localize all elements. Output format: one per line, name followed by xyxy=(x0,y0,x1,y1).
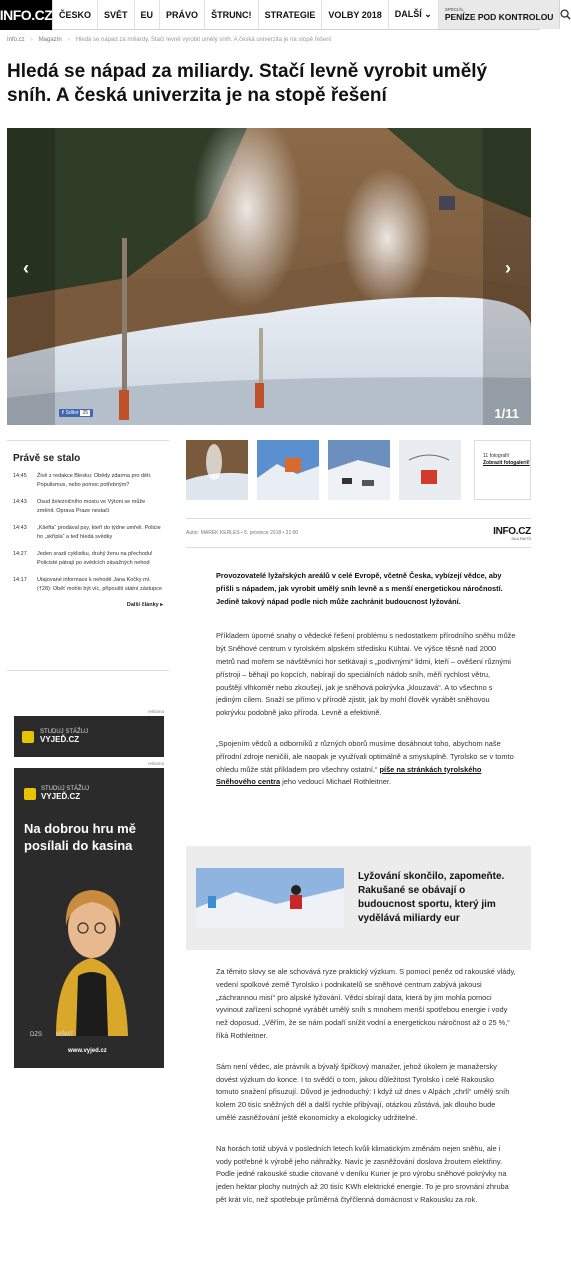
photo-gallery[interactable] xyxy=(7,128,531,425)
latest-news-title: Právě se stalo xyxy=(13,453,81,464)
ad-banner-large[interactable] xyxy=(14,768,164,1068)
ad-banner-small[interactable] xyxy=(14,716,164,757)
article-lead: Provozovatelé lyžařských areálů v celé Evropě, včetně Česka, vybízejí vědce, aby přišli s nápadem, jak vyrobit umělý sníh levně a s menší energetickou náročností. Jedině takový nápad podle nich může zachránit budoucnost lyžování. xyxy=(216,571,503,606)
gallery-main-photo xyxy=(7,128,531,425)
gallery-counter: 1/11 xyxy=(494,406,519,421)
nav-item-pravo[interactable]: PRÁVO xyxy=(160,0,205,29)
facebook-share-button[interactable] xyxy=(59,409,93,417)
ad-sponsor-dzs: DZS xyxy=(30,1032,42,1038)
latest-news-box xyxy=(7,440,169,608)
list-item[interactable] xyxy=(7,472,169,489)
news-time: 14:17 xyxy=(13,577,27,583)
ad-brand xyxy=(24,786,89,801)
source-logo xyxy=(493,526,531,541)
facebook-icon: f xyxy=(62,410,64,416)
news-time: 14:27 xyxy=(13,551,27,557)
site-logo[interactable]: INFO.CZ xyxy=(0,0,52,30)
ad-brand-line1: STUDUJ STÁŽUJ xyxy=(40,729,88,735)
article-paragraph xyxy=(216,738,516,789)
gallery-open-link[interactable]: Zobrazit fotogalerii! xyxy=(483,460,530,466)
news-headline[interactable]: „Kšefta“ prodával psy, kteří do týdne umřeli. Policie ho „skřípla“ a teď hledá svědky xyxy=(37,525,161,540)
article-quote: „Spojením vědců a odborníků z různých oborů musíme dosáhnout toho, abychom naše přírodní zdroje neničili, ale naopak je využívali optimálně a smysluplně. Tyrolsko se v tomto ohledu může stát příkladem pro všechny ostatní,“ xyxy=(216,738,514,774)
ad-brand-line2: VYJEĎ.CZ xyxy=(40,735,80,744)
news-headline[interactable]: Utajované informace k nehodě Jana Kočky ml. (†28): Oběť mohlo být víc, připouští státní zástupce xyxy=(37,577,162,592)
article-paragraph: Sám není vědec, ale právník a bývalý špičkový manažer, jehož úkolem je manažersky dovést výzkum do konce. I to svědčí o tom, jakou důležitost Tyrolsko i celé Rakousko tomuto snažení přisuzují. Důvod je jednoduchý: I když už dnes v Alpách „chrlí“ umělý sníh kolem 20 tisíc sněžných děl a další rychle přibývají, otázkou zůstává, jak dlouho bude umělé zasněžování ještě ekonomicky a ekologicky udržitelné. xyxy=(216,1061,510,1122)
ad-person-image xyxy=(36,876,146,1036)
nav-item-strunc[interactable]: ŠTRUNC! xyxy=(205,0,259,29)
ad-headline: Na dobrou hru mě posílali do kasina xyxy=(24,821,136,853)
ad-brand-line1: STUDUJ STÁŽUJ xyxy=(41,786,89,792)
breadcrumb-current: Hledá se nápad za miliardy. Stačí levně vyrobit umělý sníh. A česká univerzita je na stopě řešení xyxy=(75,37,332,43)
news-headline[interactable]: Osud železničního mostu ve Výtoni se může změnit. Oprava Praze nestačí xyxy=(37,499,146,514)
nav-special-small: SPECIÁL xyxy=(444,6,464,12)
source-logo-sub: SILA FAKTŮ xyxy=(511,536,531,541)
ad-sponsors xyxy=(30,1032,74,1038)
search-icon xyxy=(560,9,571,20)
article-author: Autor: MAREK KERLES • 5. prosince 2018 • 21:00 xyxy=(186,530,299,536)
gallery-thumbnails xyxy=(186,440,461,500)
nav-item-dalsi[interactable]: DALŠÍ ⌄ xyxy=(389,0,439,29)
article-paragraph: Na horách totiž ubývá v posledních letech kvůli klimatickým změnám nejen sněhu, ale i vody potřebné k výrobě jeho náhražky. Navíc je zasněžování doslova žroutem elektřiny. Podle jedné rakouské studie citované v deníku Kurier je pro výrobu sněhové pokrývky na jeden hektar plochy nutných až 20 tisíc KWh elektrické energie. To je pro srovnání zhruba pět krát víc, než spotřebuje průměrná čtyřčlenná domácnost v Rakousku za rok. xyxy=(216,1143,509,1204)
page-title: Hledá se nápad za miliardy. Stačí levně vyrobit umělý sníh. A česká univerzita je na stopě řešení xyxy=(7,61,488,106)
divider xyxy=(7,670,169,671)
facebook-share-count: 25 xyxy=(82,410,89,416)
list-item[interactable] xyxy=(7,498,169,515)
news-time: 14:45 xyxy=(13,473,27,479)
ad-brand xyxy=(40,729,88,744)
breadcrumb-section[interactable]: Magazín xyxy=(38,37,62,43)
nav-item-cesko[interactable]: ČESKO xyxy=(52,0,98,29)
ad-url: www.vyjed.cz xyxy=(68,1048,107,1054)
breadcrumb-home[interactable]: Info.cz xyxy=(7,37,25,43)
breadcrumb xyxy=(7,37,331,43)
gallery-photo-count: 11 fotografií xyxy=(483,453,510,459)
article-body-continued xyxy=(216,966,516,1225)
article-link[interactable]: píše na stránkách tyrolského Sněhového centra xyxy=(216,764,482,787)
news-headline[interactable]: Jeden srazil cyklistku, druhý ženu na přechodu! Policisté pátrají po svědcích závažných nehod xyxy=(37,551,153,566)
search-button[interactable] xyxy=(560,0,571,29)
more-articles-link[interactable]: Další články ▸ xyxy=(126,602,163,608)
news-time: 14:43 xyxy=(13,525,27,531)
ad-label: reklama xyxy=(147,709,164,714)
breadcrumb-separator-icon: › xyxy=(30,37,33,43)
nav-item-svet[interactable]: SVĚT xyxy=(98,0,135,29)
article-paragraph: Příkladem úporné snahy o vědecké řešení problému s nedostatkem přírodního sněhu může být Sněhové centrum v tyrolském alpském středisku Kühtai. Ve výšce těsně nad 2000 metrů nad mořem se návštěvníci hor setkávají s „podivnými“ lidmi, kteří – ověšení různými přístroji – běhají po kopcích, nabírají do speciálních nádob sníh, měří rychlost větru, pouštějí vlhkoměr nebo zkoušejí, jak je sněhová pokrývka „klouzavá“. A to všechno s jediným cílem. Snaží se přímo v přírodě zjistit, jak by mohl člověk vyrábět sněhovou pokrývku podobně jako příroda. Levně a efektivně. xyxy=(216,631,516,718)
nav-menu xyxy=(52,0,560,29)
facebook-share-label: Sdílet xyxy=(65,410,79,416)
gallery-next-icon[interactable]: › xyxy=(505,258,511,278)
article-text: jeho vedoucí Michael Rothleitner. xyxy=(280,777,392,787)
gallery-thumbnail[interactable] xyxy=(257,440,319,500)
list-item[interactable] xyxy=(7,576,169,593)
vyjed-logo-icon xyxy=(24,788,36,800)
article-body xyxy=(216,570,516,807)
list-item[interactable] xyxy=(7,550,169,567)
nav-item-eu[interactable]: EU xyxy=(135,0,161,29)
ad-brand-text xyxy=(41,786,89,801)
news-time: 14:43 xyxy=(13,499,27,505)
nav-special-penize[interactable] xyxy=(439,0,561,29)
related-article-box[interactable] xyxy=(186,846,531,950)
news-headline[interactable]: Živě z redakce Blesku: Obědy zdarma pro děti. Populismus, nebo pomoc potřebným? xyxy=(37,473,152,488)
gallery-prev-icon[interactable]: ‹ xyxy=(23,258,29,278)
source-logo-text: INFO.CZ xyxy=(493,525,531,537)
nav-special-label: PENÍZE POD KONTROLOU xyxy=(444,11,554,22)
nav-item-volby[interactable]: VOLBY 2018 xyxy=(322,0,388,29)
related-article-title[interactable]: Lyžování skončilo, zapomeňte. Rakušané se obávají o budoucnost sportu, který jim vydělává miliardy eur xyxy=(358,871,505,924)
ad-sponsor-msmt: MŠMT xyxy=(56,1032,74,1038)
ad-label: reklama xyxy=(147,761,164,766)
article-meta xyxy=(186,518,531,548)
nav-item-strategie[interactable]: STRATEGIE xyxy=(259,0,323,29)
gallery-more-box[interactable] xyxy=(474,440,531,500)
list-item[interactable] xyxy=(7,524,169,541)
top-navigation xyxy=(0,0,554,30)
vyjed-logo-icon xyxy=(22,731,34,743)
gallery-thumbnail[interactable] xyxy=(186,440,248,500)
article-paragraph: Za těmito slovy se ale schovává ryze praktický výzkum. S pomocí peněz od rakouské vlády, vedení spolkové země Tyrolsko i podnikatelů se sněhové centrum zabývá jakousi „záchrannou misí“ pro alpské lyžování. Vědci sbírají data, která by jim mohla pomoci vyvinout zařízení schopné vyrábět umělý sníh s mnohem menší spotřebou energie i vody než doposud. „Věřím, že se nám podaří snížit vodní a energetickou náročnost až o 25 %,“ říká Rothleitner. xyxy=(216,967,516,1040)
related-article-image xyxy=(196,868,344,928)
ad-brand-line2: VYJEĎ.CZ xyxy=(41,792,81,801)
breadcrumb-separator-icon: › xyxy=(67,37,70,43)
gallery-thumbnail[interactable] xyxy=(399,440,461,500)
gallery-thumbnail[interactable] xyxy=(328,440,390,500)
